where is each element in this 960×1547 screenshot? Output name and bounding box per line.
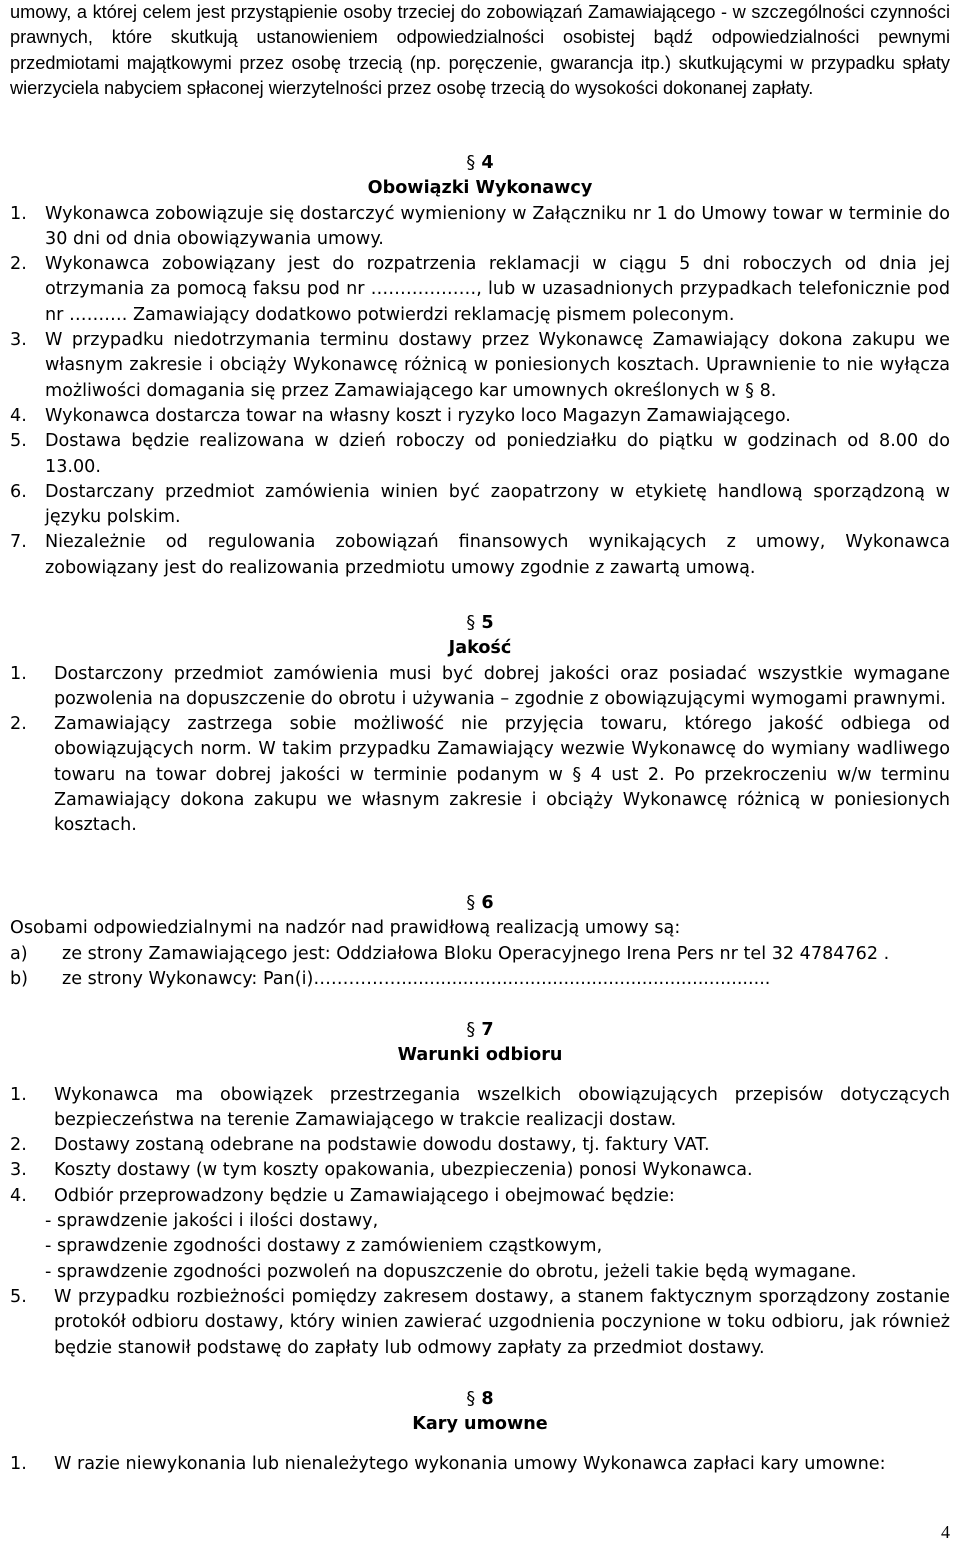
list-item: a) ze strony Zamawiającego jest: Oddziałowa Bloku Operacyjnego Irena Pers nr tel 32 4784762 . xyxy=(10,943,890,964)
section-6-number: 6 xyxy=(481,893,494,913)
section-8-heading xyxy=(0,1387,960,1412)
section-8-number: 8 xyxy=(481,1389,494,1409)
section-7-number: 7 xyxy=(481,1020,494,1040)
page-number: 4 xyxy=(941,1522,950,1542)
list-item: 6. Dostarczany przedmiot zamówienia winien być zaopatrzony w etykietę handlową sporządzoną w języku polskim. xyxy=(10,481,950,528)
section-6-lead: Osobami odpowiedzialnymi na nadzór nad prawidłową realizacją umowy są: xyxy=(10,918,681,939)
list-item: 2. Zamawiający zastrzega sobie możliwość nie przyjęcia towaru, którego jakość odbiega od obowiązujących norm. W takim przypadku Zamawiający wezwie Wykonawcę do wymiany wadliwego towaru na towar dobrej jakości w terminie podanym w § 4 ust 2. Po przekroczeniu w/w terminu Zamawiający dokona zakupu we własnym zakresie i obciąży Wykonawcę różnicą w poniesionych kosztach. xyxy=(10,714,950,836)
paragraph-sign: § xyxy=(466,893,476,913)
section-5-heading xyxy=(0,611,960,636)
section-7-title: Warunki odbioru xyxy=(397,1045,563,1066)
list-item: 3. W przypadku niedotrzymania terminu dostawy przez Wykonawcę Zamawiający dokona zakupu we własnym zakresie i obciąży Wykonawcę różnicą w poniesionych kosztach. Uprawnienie to nie wyłącza możliwości domagania się przez Zamawiającego kar umownych określonych w § 8. xyxy=(10,330,950,401)
list-item: 2. Wykonawca zobowiązany jest do rozpatrzenia reklamacji w ciągu 5 dni roboczych od dnia jej otrzymania za pomocą faksu pod nr ………………, lub w uzasadnionych przypadkach telefonicznie pod nr ………. Zamawiający dodatkowo potwierdzi reklamację pismem poleconym. xyxy=(10,254,950,325)
sub-item: - sprawdzenie jakości i ilości dostawy, xyxy=(45,1211,379,1232)
list-item: 4. Odbiór przeprowadzony będzie u Zamawiającego i obejmować będzie: xyxy=(10,1185,675,1206)
list-item: 1. Wykonawca zobowiązuje się dostarczyć wymieniony w Załączniku nr 1 do Umowy towar w terminie do 30 dni od dnia obowiązywania umowy. xyxy=(10,203,950,249)
list-item: 4. Wykonawca dostarcza towar na własny koszt i ryzyko loco Magazyn Zamawiającego. xyxy=(10,405,791,426)
paragraph-sign: § xyxy=(466,1020,476,1040)
list-item: 1. W razie niewykonania lub nienależytego wykonania umowy Wykonawca zapłaci kary umowne: xyxy=(10,1453,886,1474)
list-item: 5. Dostawa będzie realizowana w dzień roboczy od poniedziałku do piątku w godzinach od 8.00 do 13.00. xyxy=(10,431,950,477)
section-4-heading xyxy=(0,151,960,176)
list-item: b) ze strony Wykonawcy: Pan(i)…………….................................................................. xyxy=(10,968,771,989)
section-8 xyxy=(0,1387,960,1477)
list-item: 7. Niezależnie od regulowania zobowiązań finansowych wynikających z umowy, Wykonawca zobowiązany jest do realizowania przedmiotu umowy zgodnie z zawartą umową. xyxy=(10,532,950,578)
section-6-heading xyxy=(0,891,960,916)
section-4-number: 4 xyxy=(481,153,494,173)
paragraph-sign: § xyxy=(466,613,476,633)
list-item: 1. Dostarczony przedmiot zamówienia musi być dobrej jakości oraz posiadać wszystkie wymagane pozwolenia na dopuszczenie do obrotu i używania – zgodnie z obowiązującymi wymogami prawnymi. xyxy=(10,663,950,709)
paragraph-sign: § xyxy=(466,1389,476,1409)
section-4-title: Obowiązki Wykonawcy xyxy=(367,178,593,199)
section-4 xyxy=(0,151,960,581)
section-5-title: Jakość xyxy=(448,638,512,659)
list-item: 5. W przypadku rozbieżności pomiędzy zakresem dostawy, a stanem faktycznym sporządzony zostanie protokół odbioru dostawy, który winien zawierać uzgodnienia poczynione w toku odbioru, jak również będzie stanowił podstawę do zapłaty lub odmowy zapłaty za przedmiot dostawy. xyxy=(10,1286,950,1358)
section-7-heading xyxy=(0,1018,960,1043)
list-item: 2. Dostawy zostaną odebrane na podstawie dowodu dostawy, tj. faktury VAT. xyxy=(10,1135,710,1156)
sub-item: - sprawdzenie zgodności dostawy z zamówieniem cząstkowym, xyxy=(45,1236,603,1257)
section-5 xyxy=(0,611,960,839)
intro-paragraph: umowy, a której celem jest przystąpienie osoby trzeciej do zobowiązań Zamawiającego - w szczególności czynności prawnych, które skutkują ustanowieniem odpowiedzialności osobistej bądź odpowiedzialności pewnymi przedmiotami majątkowymi przez osobę trzecią (np. poręczenie, gwarancja itp.) skutkującymi w przypadku spłaty wierzyciela nabyciem spłaconej wierzytelności przez osobę trzecią do wysokości dokonanej zapłaty. xyxy=(10,2,950,98)
section-5-number: 5 xyxy=(481,613,494,633)
section-7 xyxy=(0,1018,960,1361)
list-item: 1. Wykonawca ma obowiązek przestrzegania wszelkich obowiązujących przepisów dotyczących bezpieczeństwa na terenie Zamawiającego w trakcie realizacji dostaw. xyxy=(10,1084,950,1130)
section-6 xyxy=(0,891,960,992)
paragraph-sign: § xyxy=(466,153,476,173)
section-8-title: Kary umowne xyxy=(412,1414,548,1435)
list-item: 3. Koszty dostawy (w tym koszty opakowania, ubezpieczenia) ponosi Wykonawca. xyxy=(10,1160,753,1181)
sub-item: - sprawdzenie zgodności pozwoleń na dopuszczenie do obrotu, jeżeli takie będą wymagane. xyxy=(45,1261,857,1282)
